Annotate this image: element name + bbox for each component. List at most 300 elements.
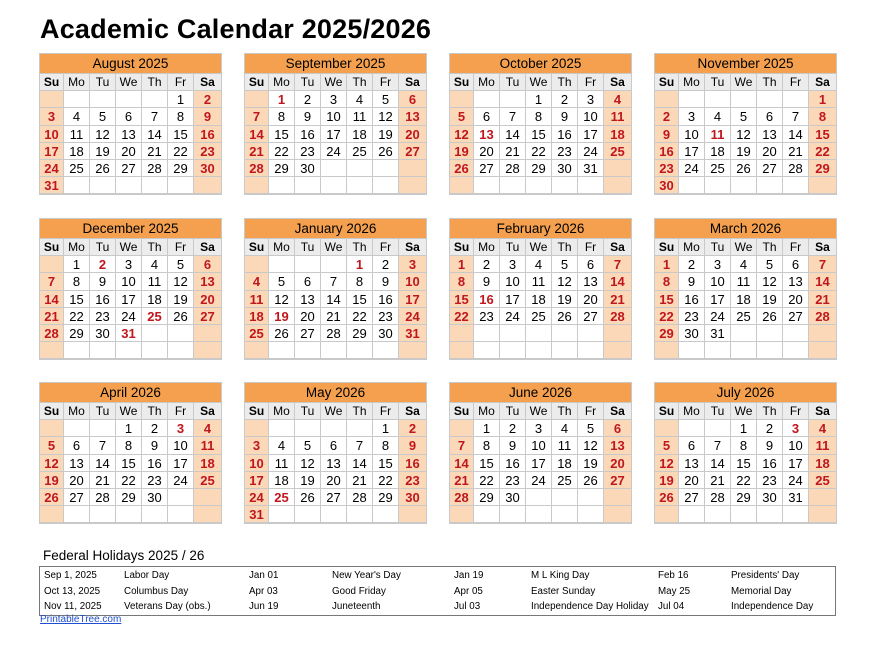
day-cell: 12: [168, 273, 194, 290]
day-cell: 24: [526, 472, 552, 489]
day-cell: 13: [604, 437, 631, 454]
day-cell: 27: [679, 489, 705, 506]
day-cell: 16: [142, 455, 168, 472]
day-cell: 2: [679, 256, 705, 273]
day-cell: 12: [295, 455, 321, 472]
weekday-header: Su: [450, 74, 474, 91]
empty-cell: [347, 177, 373, 194]
empty-cell: [500, 91, 526, 108]
empty-cell: [552, 489, 578, 506]
weekday-header: Tu: [500, 74, 526, 91]
day-cell: 7: [604, 256, 631, 273]
day-cell: 21: [604, 291, 631, 308]
holiday-name: Independence Day Holiday: [531, 601, 649, 612]
day-cell: 8: [168, 108, 194, 125]
day-cell: 29: [731, 489, 757, 506]
weekday-header: Su: [40, 239, 64, 256]
empty-cell: [194, 506, 221, 523]
empty-cell: [116, 91, 142, 108]
day-cell: 17: [705, 291, 731, 308]
day-cell: 9: [399, 437, 426, 454]
holiday-day-cell: 3: [168, 420, 194, 437]
holiday-day-cell: 1: [269, 91, 295, 108]
day-cell: 30: [295, 160, 321, 177]
empty-cell: [655, 420, 679, 437]
day-cell: 21: [705, 472, 731, 489]
day-cell: 13: [194, 273, 221, 290]
empty-cell: [40, 342, 64, 359]
empty-cell: [604, 342, 631, 359]
day-cell: 5: [295, 437, 321, 454]
empty-cell: [347, 342, 373, 359]
day-cell: 13: [783, 273, 809, 290]
empty-cell: [757, 177, 783, 194]
holiday-row: [40, 599, 835, 614]
day-cell: 23: [757, 472, 783, 489]
day-cell: 16: [373, 291, 399, 308]
day-cell: 15: [474, 455, 500, 472]
day-cell: 11: [245, 291, 269, 308]
day-cell: 1: [116, 420, 142, 437]
empty-cell: [116, 177, 142, 194]
holiday-day-cell: 1: [347, 256, 373, 273]
empty-cell: [809, 342, 836, 359]
day-cell: 6: [194, 256, 221, 273]
empty-cell: [64, 342, 90, 359]
day-cell: 20: [116, 143, 142, 160]
day-cell: 24: [399, 308, 426, 325]
empty-cell: [474, 506, 500, 523]
day-cell: 24: [578, 143, 604, 160]
day-cell: 17: [399, 291, 426, 308]
day-cell: 24: [679, 160, 705, 177]
empty-cell: [168, 325, 194, 342]
month-grid: [245, 403, 426, 523]
weekday-header: Tu: [295, 74, 321, 91]
day-cell: 28: [604, 308, 631, 325]
weekday-header: Su: [655, 74, 679, 91]
day-cell: 9: [500, 437, 526, 454]
day-cell: 10: [578, 108, 604, 125]
weekday-header: Su: [40, 403, 64, 420]
weekday-header: Th: [347, 403, 373, 420]
day-cell: 28: [450, 489, 474, 506]
empty-cell: [783, 342, 809, 359]
day-cell: 26: [578, 472, 604, 489]
day-cell: 20: [64, 472, 90, 489]
empty-cell: [321, 177, 347, 194]
day-cell: 23: [500, 472, 526, 489]
day-cell: 13: [321, 455, 347, 472]
weekday-header: Su: [245, 239, 269, 256]
day-cell: 7: [142, 108, 168, 125]
empty-cell: [757, 506, 783, 523]
day-cell: 3: [321, 91, 347, 108]
empty-cell: [526, 177, 552, 194]
day-cell: 12: [269, 291, 295, 308]
month-header: December 2025: [40, 219, 221, 239]
day-cell: 5: [269, 273, 295, 290]
weekday-header: Sa: [399, 403, 426, 420]
holiday-date: Apr 03: [249, 585, 278, 597]
empty-cell: [245, 342, 269, 359]
empty-cell: [347, 506, 373, 523]
empty-cell: [245, 91, 269, 108]
day-cell: 3: [705, 256, 731, 273]
empty-cell: [655, 342, 679, 359]
day-cell: 6: [757, 108, 783, 125]
weekday-header: Su: [40, 74, 64, 91]
weekday-header: Tu: [90, 74, 116, 91]
day-cell: 27: [604, 472, 631, 489]
day-cell: 16: [757, 455, 783, 472]
day-cell: 7: [809, 256, 836, 273]
day-cell: 17: [168, 455, 194, 472]
empty-cell: [604, 325, 631, 342]
day-cell: 6: [578, 256, 604, 273]
day-cell: 6: [321, 437, 347, 454]
day-cell: 29: [526, 160, 552, 177]
day-cell: 29: [373, 489, 399, 506]
day-cell: 16: [655, 143, 679, 160]
holiday-name: Labor Day: [124, 570, 170, 581]
holiday-name: New Year's Day: [332, 570, 401, 581]
empty-cell: [731, 91, 757, 108]
day-cell: 25: [705, 160, 731, 177]
holiday-date: Nov 11, 2025: [44, 601, 102, 612]
weekday-header: Su: [450, 403, 474, 420]
empty-cell: [604, 489, 631, 506]
day-cell: 8: [526, 108, 552, 125]
empty-cell: [64, 420, 90, 437]
day-cell: 8: [474, 437, 500, 454]
day-cell: 18: [142, 291, 168, 308]
weekday-header: We: [116, 403, 142, 420]
empty-cell: [295, 506, 321, 523]
weekday-header: Fr: [373, 74, 399, 91]
holiday-date: Jan 19: [454, 570, 484, 581]
day-cell: 18: [604, 126, 631, 143]
holiday-day-cell: 25: [142, 308, 168, 325]
weekday-header: Fr: [578, 403, 604, 420]
weekday-header: Th: [552, 74, 578, 91]
empty-cell: [757, 91, 783, 108]
day-cell: 14: [321, 291, 347, 308]
day-cell: 19: [295, 472, 321, 489]
empty-cell: [679, 342, 705, 359]
day-cell: 28: [142, 160, 168, 177]
day-cell: 13: [116, 126, 142, 143]
day-cell: 18: [731, 291, 757, 308]
day-cell: 20: [474, 143, 500, 160]
day-cell: 17: [245, 472, 269, 489]
day-cell: 8: [347, 273, 373, 290]
holiday-date: May 25: [658, 585, 691, 597]
day-cell: 25: [526, 308, 552, 325]
day-cell: 3: [40, 108, 64, 125]
day-cell: 17: [578, 126, 604, 143]
day-cell: 17: [500, 291, 526, 308]
day-cell: 21: [40, 308, 64, 325]
day-cell: 22: [64, 308, 90, 325]
day-cell: 7: [783, 108, 809, 125]
empty-cell: [552, 177, 578, 194]
holiday-date: Apr 05: [454, 585, 483, 597]
weekday-header: We: [731, 239, 757, 256]
day-cell: 20: [399, 126, 426, 143]
empty-cell: [269, 420, 295, 437]
weekday-header: Mo: [474, 239, 500, 256]
day-cell: 9: [90, 273, 116, 290]
day-cell: 18: [64, 143, 90, 160]
holiday-name: Veterans Day (obs.): [124, 601, 211, 612]
weekday-header: Su: [655, 403, 679, 420]
day-cell: 20: [783, 291, 809, 308]
day-cell: 6: [679, 437, 705, 454]
day-cell: 13: [399, 108, 426, 125]
day-cell: 9: [194, 108, 221, 125]
day-cell: 13: [64, 455, 90, 472]
day-cell: 18: [347, 126, 373, 143]
day-cell: 22: [526, 143, 552, 160]
weekday-header: We: [321, 74, 347, 91]
day-cell: 16: [194, 126, 221, 143]
day-cell: 19: [757, 291, 783, 308]
day-cell: 8: [269, 108, 295, 125]
empty-cell: [142, 91, 168, 108]
day-cell: 15: [269, 126, 295, 143]
empty-cell: [783, 506, 809, 523]
empty-cell: [679, 177, 705, 194]
day-cell: 26: [373, 143, 399, 160]
day-cell: 10: [399, 273, 426, 290]
day-cell: 17: [783, 455, 809, 472]
day-cell: 21: [321, 308, 347, 325]
empty-cell: [90, 91, 116, 108]
day-cell: 20: [321, 472, 347, 489]
empty-cell: [90, 177, 116, 194]
day-cell: 29: [474, 489, 500, 506]
holiday-day-cell: 25: [269, 489, 295, 506]
day-cell: 1: [526, 91, 552, 108]
day-cell: 21: [783, 143, 809, 160]
empty-cell: [578, 489, 604, 506]
day-cell: 2: [194, 91, 221, 108]
day-cell: 4: [245, 273, 269, 290]
weekday-header: Th: [347, 239, 373, 256]
day-cell: 27: [64, 489, 90, 506]
day-cell: 2: [474, 256, 500, 273]
day-cell: 27: [116, 160, 142, 177]
empty-cell: [245, 177, 269, 194]
month-grid: [245, 74, 426, 194]
day-cell: 30: [757, 489, 783, 506]
day-cell: 19: [655, 472, 679, 489]
day-cell: 23: [90, 308, 116, 325]
day-cell: 15: [373, 455, 399, 472]
day-cell: 24: [705, 308, 731, 325]
weekday-header: Tu: [705, 403, 731, 420]
day-cell: 3: [245, 437, 269, 454]
source-link[interactable]: PrintableTree.com: [40, 614, 122, 625]
month-december-2025: [39, 218, 222, 360]
month-october-2025: [449, 53, 632, 195]
weekday-header: We: [526, 74, 552, 91]
holiday-day-cell: 19: [269, 308, 295, 325]
empty-cell: [500, 177, 526, 194]
empty-cell: [373, 177, 399, 194]
day-cell: 3: [500, 256, 526, 273]
empty-cell: [269, 342, 295, 359]
day-cell: 30: [679, 325, 705, 342]
weekday-header: Mo: [64, 239, 90, 256]
empty-cell: [705, 420, 731, 437]
empty-cell: [295, 177, 321, 194]
holiday-row: [40, 584, 835, 599]
day-cell: 27: [295, 325, 321, 342]
empty-cell: [40, 91, 64, 108]
empty-cell: [809, 506, 836, 523]
day-cell: 12: [655, 455, 679, 472]
empty-cell: [116, 342, 142, 359]
day-cell: 4: [347, 91, 373, 108]
weekday-header: Tu: [705, 239, 731, 256]
day-cell: 10: [116, 273, 142, 290]
day-cell: 18: [269, 472, 295, 489]
day-cell: 22: [809, 143, 836, 160]
month-february-2026: [449, 218, 632, 360]
weekday-header: Mo: [269, 239, 295, 256]
weekday-header: Mo: [474, 74, 500, 91]
day-cell: 1: [450, 256, 474, 273]
day-cell: 22: [116, 472, 142, 489]
empty-cell: [194, 325, 221, 342]
day-cell: 5: [450, 108, 474, 125]
weekday-header: Mo: [269, 74, 295, 91]
day-cell: 15: [347, 291, 373, 308]
day-cell: 11: [347, 108, 373, 125]
day-cell: 31: [399, 325, 426, 342]
day-cell: 8: [655, 273, 679, 290]
empty-cell: [783, 91, 809, 108]
day-cell: 4: [269, 437, 295, 454]
weekday-header: Sa: [194, 239, 221, 256]
holiday-name: Good Friday: [332, 585, 386, 597]
weekday-header: We: [731, 403, 757, 420]
day-cell: 3: [679, 108, 705, 125]
empty-cell: [526, 489, 552, 506]
empty-cell: [321, 160, 347, 177]
empty-cell: [731, 177, 757, 194]
weekday-header: Fr: [168, 74, 194, 91]
empty-cell: [142, 325, 168, 342]
day-cell: 21: [245, 143, 269, 160]
day-cell: 20: [679, 472, 705, 489]
day-cell: 2: [142, 420, 168, 437]
holiday-name: Easter Sunday: [531, 585, 596, 597]
weekday-header: We: [321, 239, 347, 256]
day-cell: 4: [705, 108, 731, 125]
weekday-header: Sa: [809, 74, 836, 91]
empty-cell: [90, 506, 116, 523]
day-cell: 20: [578, 291, 604, 308]
weekday-header: Th: [142, 403, 168, 420]
day-cell: 16: [500, 455, 526, 472]
day-cell: 3: [116, 256, 142, 273]
day-cell: 13: [578, 273, 604, 290]
day-cell: 24: [245, 489, 269, 506]
day-cell: 16: [679, 291, 705, 308]
day-cell: 9: [655, 126, 679, 143]
day-cell: 28: [809, 308, 836, 325]
day-cell: 5: [757, 256, 783, 273]
day-cell: 5: [552, 256, 578, 273]
weekday-header: Tu: [90, 239, 116, 256]
day-cell: 19: [40, 472, 64, 489]
day-cell: 10: [245, 455, 269, 472]
empty-cell: [552, 342, 578, 359]
weekday-header: Th: [757, 239, 783, 256]
month-header: April 2026: [40, 383, 221, 403]
empty-cell: [373, 342, 399, 359]
day-cell: 5: [40, 437, 64, 454]
day-cell: 19: [373, 126, 399, 143]
empty-cell: [500, 342, 526, 359]
month-header: July 2026: [655, 383, 836, 403]
day-cell: 20: [194, 291, 221, 308]
day-cell: 23: [679, 308, 705, 325]
day-cell: 27: [578, 308, 604, 325]
day-cell: 28: [245, 160, 269, 177]
day-cell: 17: [116, 291, 142, 308]
month-november-2025: [654, 53, 837, 195]
day-cell: 4: [142, 256, 168, 273]
day-cell: 23: [373, 308, 399, 325]
weekday-header: Sa: [604, 403, 631, 420]
day-cell: 23: [142, 472, 168, 489]
weekday-header: Tu: [295, 239, 321, 256]
empty-cell: [40, 506, 64, 523]
day-cell: 9: [142, 437, 168, 454]
day-cell: 2: [295, 91, 321, 108]
empty-cell: [450, 91, 474, 108]
empty-cell: [578, 506, 604, 523]
weekday-header: Fr: [578, 239, 604, 256]
day-cell: 27: [194, 308, 221, 325]
empty-cell: [500, 325, 526, 342]
day-cell: 11: [142, 273, 168, 290]
empty-cell: [604, 506, 631, 523]
day-cell: 24: [168, 472, 194, 489]
day-cell: 10: [500, 273, 526, 290]
weekday-header: Su: [450, 239, 474, 256]
day-cell: 7: [90, 437, 116, 454]
day-cell: 11: [526, 273, 552, 290]
day-cell: 28: [705, 489, 731, 506]
empty-cell: [705, 91, 731, 108]
day-cell: 14: [500, 126, 526, 143]
holiday-date: Oct 13, 2025: [44, 585, 101, 597]
empty-cell: [142, 342, 168, 359]
empty-cell: [194, 342, 221, 359]
day-cell: 18: [705, 143, 731, 160]
day-cell: 8: [809, 108, 836, 125]
empty-cell: [321, 506, 347, 523]
weekday-header: Sa: [809, 239, 836, 256]
day-cell: 1: [474, 420, 500, 437]
day-cell: 10: [321, 108, 347, 125]
month-june-2026: [449, 382, 632, 524]
